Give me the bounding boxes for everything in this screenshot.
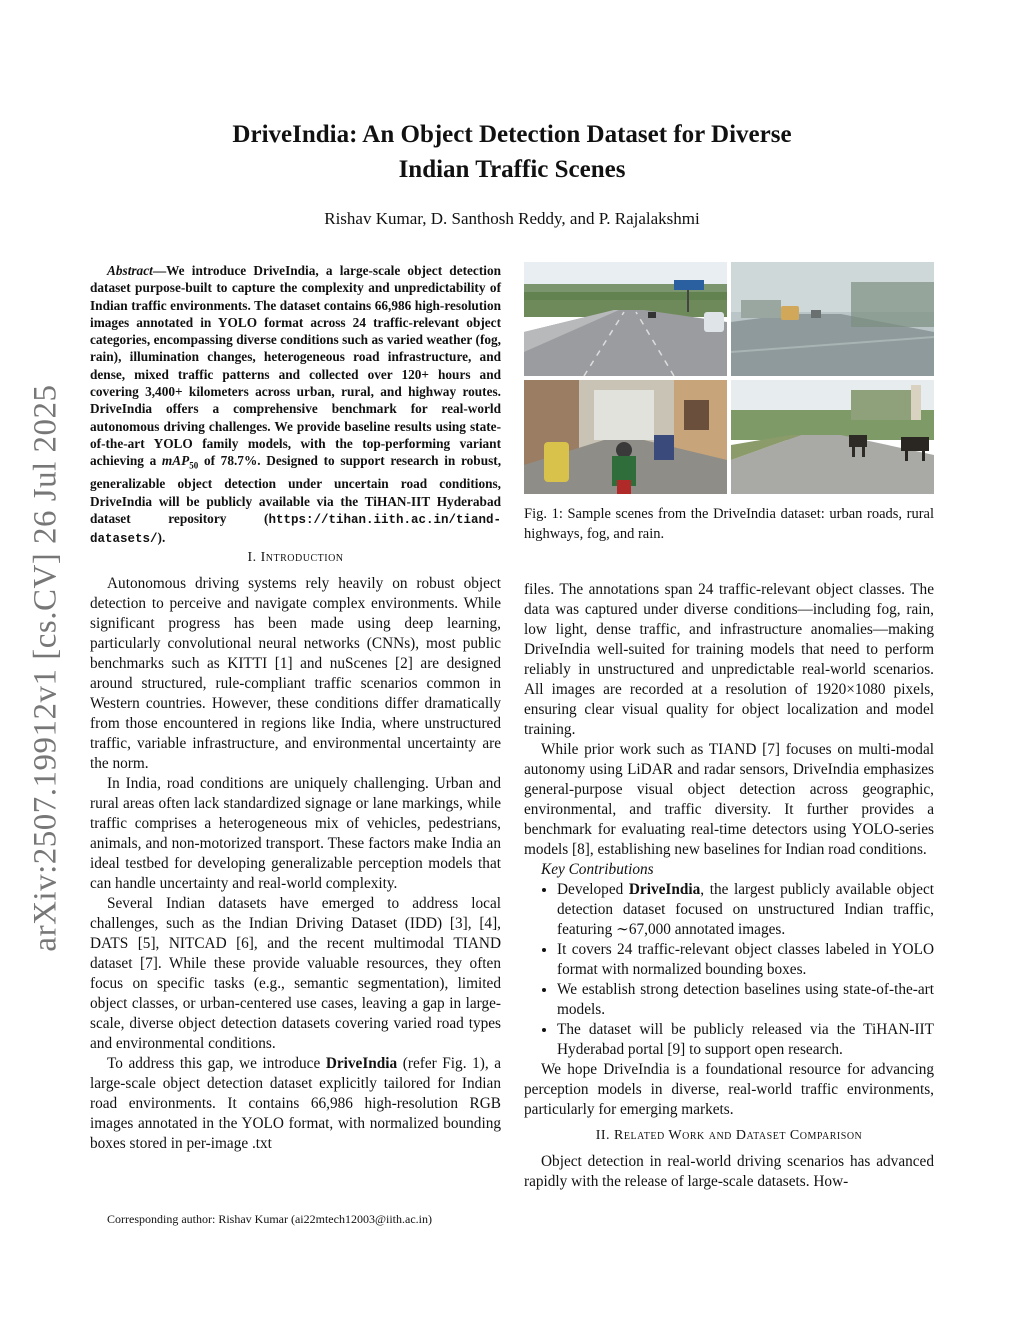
intro-paragraph-3: Several Indian datasets have emerged to address local challenges, such as the Indian Driving Dataset (IDD) [3], [4], DATS [5], NITCAD [6], and the recent multimodal TIAND dataset [7]. While these provide valuable resources, they often focus on specific tasks (e.g., semantic segmentation), limited object classes, or urban-centered use cases, leaving a gap in large-scale, diverse object detection datasets covering varied road types and environmental conditions.: [90, 895, 501, 1053]
title-line-2: Indian Traffic Scenes: [398, 156, 626, 183]
right-paragraph-2: While prior work such as TIAND [7] focuses on multi-modal autonomy using LiDAR and radar sensors, DriveIndia emphasizes general-purpose visual object detection across geographic, environmental, and traffic diversity. It further provides a benchmark for evaluating real-time detectors using YOLO-series models [8], establishing new baselines for Indian road conditions.: [524, 741, 934, 858]
contribution-item: • It covers 24 traffic-relevant object classes labeled in YOLO format with normalized bounding boxes.: [557, 940, 934, 980]
figure-image-grid: [524, 262, 934, 494]
dataset-url-link[interactable]: https://tihan.iith.ac.in/tiand-datasets/: [90, 512, 501, 547]
figure-caption: Fig. 1: Sample scenes from the DriveIndia dataset: urban roads, rural highways, fog, and rain.: [524, 506, 934, 542]
photo-rural-road: [731, 380, 934, 494]
right-paragraph-1: files. The annotations span 24 traffic-relevant object classes. The data was captured under diverse conditions—including fog, rain, low light, dense traffic, and infrastructure anomalies—making DriveIndia well-suited for training models that need to perform reliably in unstructured and unpredictable real-world scenarios. All images are recorded at a resolution of 1920×1080 pixels, ensuring clear visual quality for object localization and model training.: [524, 581, 934, 738]
title-line-1: DriveIndia: An Object Detection Dataset for Diverse: [232, 121, 792, 148]
section-heading-introduction: I. Introduction: [247, 550, 344, 566]
contrib1-text-a: Developed: [557, 881, 624, 898]
right-column: [524, 580, 934, 1192]
author-list: Rishav Kumar, D. Santhosh Reddy, and P. Rajalakshmi: [324, 209, 700, 228]
contribution-item: • The dataset will be publicly released via the TiHAN-IIT Hyderabad portal [9] to support open research.: [557, 1020, 934, 1060]
right-paragraph-4: Object detection in real-world driving scenarios has advanced rapidly with the release of large-scale datasets. How-: [524, 1153, 934, 1190]
abstract-text-1: We introduce DriveIndia, a large-scale object detection dataset purpose-built to capture the complexity and unpredictability of Indian traffic environments. The dataset contains 66,986 high-resolution images annotated in YOLO format across 24 traffic-relevant object categories, encompassing diverse conditions such as varied weather (fog, rain), illumination changes, heterogeneous road infrastructure, and dense, mixed traffic patterns and collected over 120+ hours and covering 3,400+ kilometers across urban, rural, and highway routes. DriveIndia offers a comprehensive benchmark for real-world autonomous driving challenges. We provide baseline results using state-of-the-art YOLO family models, with the top-performing variant achieving a: [90, 263, 501, 469]
contribution-item: • We establish strong detection baselines using state-of-the-art models.: [557, 980, 934, 1020]
intro-paragraph-1: Autonomous driving systems rely heavily on robust object detection to perceive and navigate complex environments. While significant progress has been made using deep learning, particularly convolutional neural networks (CNNs), most public benchmarks such as KITTI [1] and nuScenes [2] are designed around structured, rule-compliant traffic scenarios common in Western countries. However, these conditions differ dramatically from those encountered in regions like India, where unstructured traffic, variable infrastructure, and environmental uncertainty are the norm.: [90, 575, 501, 773]
photo-urban-street: [524, 380, 727, 494]
abstract-dash: —: [152, 263, 167, 278]
right-paragraph-3: We hope DriveIndia is a foundational resource for advancing perception models in diverse, real-world traffic environments, particularly for emerging markets.: [524, 1061, 934, 1118]
paper-title: [150, 117, 874, 187]
contrib1-text-b: , the largest publicly available object detection dataset focused on unstructured Indian traffic, featuring ∼67,000 annotated images.: [557, 881, 934, 938]
arxiv-margin-stamp: arXiv:2507.19912v1 [cs.CV] 26 Jul 2025: [27, 384, 64, 952]
intro-p4-text-b: (refer Fig. 1), a large-scale object detection dataset explicitly tailored for Indian road environments. It contains 66,986 high-resolution RGB images annotated in the YOLO format, with normalized bounding boxes stored in per-image .txt: [90, 1055, 502, 1153]
driveindia-bold: DriveIndia: [325, 1055, 398, 1073]
left-column: [90, 262, 501, 1154]
corresponding-author-footnote: Corresponding author: Rishav Kumar (ai22mtech12003@iith.ac.in): [107, 1212, 432, 1226]
contrib1-bold: DriveIndia: [628, 881, 701, 898]
photo-urban-highway: [524, 262, 727, 376]
figure-1: [524, 262, 934, 544]
intro-paragraph-2: In India, road conditions are uniquely challenging. Urban and rural areas often lack standardized signage or lane markings, while traffic comprises a heterogeneous mix of vehicles, pedestrians, animals, and non-motorized transport. These factors make India an ideal testbed for developing generalizable perception models that can handle uncertainty and real-world complexity.: [90, 775, 501, 893]
intro-paragraph-4: [90, 1054, 501, 1154]
abstract-label: Abstract: [107, 263, 153, 278]
abstract-close: ).: [157, 530, 166, 546]
abstract-text-2: of 78.7%. Designed to support research in robust, generalizable object detection under uncertain road conditions, DriveIndia will be publicly available via the TiHAN-IIT Hyderabad dataset repository (: [90, 453, 502, 526]
abstract: [90, 262, 501, 548]
intro-p4-text-a: To address this gap, we introduce: [107, 1055, 321, 1073]
map-subscript: 50: [189, 460, 199, 471]
contribution-item: [557, 880, 934, 940]
key-contributions-heading: Key Contributions: [541, 861, 654, 878]
section-heading-related-work: II. Related Work and Dataset Comparison: [595, 1128, 863, 1143]
map-symbol: mAP: [161, 453, 190, 469]
photo-fog-rain: [731, 262, 934, 376]
contributions-list: [524, 880, 934, 1060]
